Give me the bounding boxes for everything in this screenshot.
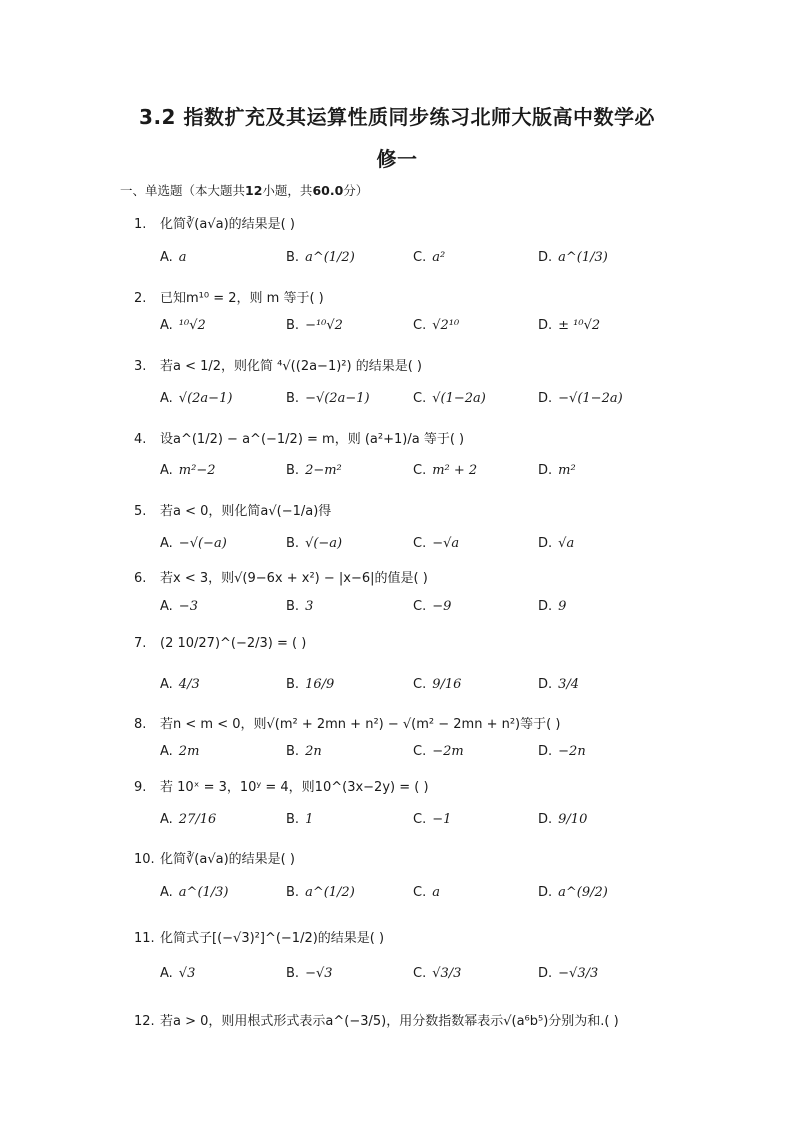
options-8 <box>160 744 660 766</box>
question-2 <box>134 287 324 306</box>
question-stem: 已知m¹⁰ = 2，则 m 等于( ) <box>160 291 324 306</box>
section-count: 12 <box>245 183 263 198</box>
option-a[interactable]: A. a^(1/3) <box>160 885 229 900</box>
options-9 <box>160 812 660 834</box>
section-mid: 小题，共 <box>262 183 313 198</box>
question-stem: 化简∛(a√a)的结果是( ) <box>160 852 295 867</box>
question-stem: 化简式子[(−√3)²]^(−1/2)的结果是( ) <box>160 931 385 946</box>
option-b[interactable]: B. √(−a) <box>286 536 343 551</box>
question-number: 10. <box>134 852 155 867</box>
option-c[interactable]: C. √2¹⁰ <box>413 318 460 333</box>
question-stem: 若a < 0，则化简a√(−1/a)得 <box>160 504 332 519</box>
option-d[interactable]: D. a^(1/3) <box>538 250 608 265</box>
question-6 <box>134 567 428 586</box>
options-2 <box>160 318 660 340</box>
section-suffix: 分） <box>343 183 369 198</box>
question-3 <box>134 355 422 374</box>
option-c[interactable]: C. −9 <box>413 599 452 614</box>
option-b[interactable]: B. −√(2a−1) <box>286 391 370 406</box>
option-c[interactable]: C. 9/16 <box>413 677 462 692</box>
section-prefix: 一、单选题（本大题共 <box>120 183 246 198</box>
option-d[interactable]: D. −√(1−2a) <box>538 391 623 406</box>
option-b[interactable]: B. a^(1/2) <box>286 250 355 265</box>
option-a[interactable]: A. a <box>160 250 187 265</box>
option-d[interactable]: D. −2n <box>538 744 586 759</box>
option-d[interactable]: D. m² <box>538 463 576 478</box>
options-10 <box>160 885 660 907</box>
option-b[interactable]: B. a^(1/2) <box>286 885 355 900</box>
question-7 <box>134 636 306 651</box>
option-a[interactable]: A. √(2a−1) <box>160 391 233 406</box>
question-1 <box>134 213 295 232</box>
option-a[interactable]: A. m²−2 <box>160 463 216 478</box>
section-score: 60.0 <box>312 183 344 198</box>
option-b[interactable]: B. 2−m² <box>286 463 342 478</box>
option-b[interactable]: B. 16/9 <box>286 677 335 692</box>
question-number: 6. <box>134 571 147 586</box>
option-c[interactable]: C. −√a <box>413 536 460 551</box>
option-a[interactable]: A. ¹⁰√2 <box>160 318 206 333</box>
options-3 <box>160 391 660 413</box>
question-number: 11. <box>134 931 155 946</box>
question-8 <box>134 713 560 732</box>
page-title-line-1: 3.2 指数扩充及其运算性质同步练习北师大版高中数学必 <box>139 105 655 129</box>
option-a[interactable]: A. √3 <box>160 966 196 981</box>
option-b[interactable]: B. −√3 <box>286 966 333 981</box>
section-heading <box>120 181 368 199</box>
question-stem: 若a < 1/2，则化简 ⁴√((2a−1)²) 的结果是( ) <box>160 359 422 374</box>
question-12 <box>134 1010 619 1029</box>
option-a[interactable]: A. 4/3 <box>160 677 200 692</box>
question-stem: 若 10ˣ = 3，10ʸ = 4，则10^(3x−2y) = ( ) <box>160 780 429 795</box>
question-4 <box>134 428 464 447</box>
question-stem: 化简∛(a√a)的结果是( ) <box>160 217 295 232</box>
question-stem: 设a^(1/2) − a^(−1/2) = m，则 (a²+1)/a 等于( ) <box>160 432 465 447</box>
option-d[interactable]: D. 3/4 <box>538 677 580 692</box>
option-d[interactable]: D. √a <box>538 536 575 551</box>
option-d[interactable]: D. 9/10 <box>538 812 588 827</box>
option-b[interactable]: B. 3 <box>286 599 314 614</box>
option-c[interactable]: C. m² + 2 <box>413 463 478 478</box>
question-stem: 若n < m < 0，则√(m² + 2mn + n²) − √(m² − 2mn + n²)等于( ) <box>160 717 561 732</box>
question-number: 12. <box>134 1014 155 1029</box>
question-10 <box>134 848 295 867</box>
question-number: 8. <box>134 717 147 732</box>
option-d[interactable]: D. ± ¹⁰√2 <box>538 318 601 333</box>
options-1 <box>160 250 660 272</box>
question-number: 7. <box>134 636 147 651</box>
option-c[interactable]: C. a <box>413 885 440 900</box>
option-c[interactable]: C. −1 <box>413 812 452 827</box>
question-9 <box>134 776 429 795</box>
option-b[interactable]: B. −¹⁰√2 <box>286 318 343 333</box>
question-stem: 若x < 3，则√(9−6x + x²) − |x−6|的值是( ) <box>160 571 428 586</box>
options-7 <box>160 677 660 699</box>
page-title-line-2: 修一 <box>376 147 418 171</box>
option-d[interactable]: D. −√3/3 <box>538 966 599 981</box>
question-number: 1. <box>134 217 147 232</box>
question-number: 4. <box>134 432 147 447</box>
option-a[interactable]: A. −3 <box>160 599 198 614</box>
options-6 <box>160 599 660 621</box>
option-b[interactable]: B. 1 <box>286 812 314 827</box>
options-4 <box>160 463 660 485</box>
question-11 <box>134 927 384 946</box>
options-5 <box>160 536 660 558</box>
option-d[interactable]: D. 9 <box>538 599 567 614</box>
question-stem: 若a > 0，则用根式形式表示a^(−3/5)，用分数指数幂表示√(a⁶b⁵)分别为和.( ) <box>160 1014 619 1029</box>
question-number: 3. <box>134 359 147 374</box>
option-c[interactable]: C. a² <box>413 250 446 265</box>
option-b[interactable]: B. 2n <box>286 744 322 759</box>
option-c[interactable]: C. −2m <box>413 744 464 759</box>
question-stem: (2 10/27)^(−2/3) = ( ) <box>160 636 307 651</box>
option-c[interactable]: C. √3/3 <box>413 966 462 981</box>
question-5 <box>134 500 331 519</box>
option-c[interactable]: C. √(1−2a) <box>413 391 486 406</box>
question-number: 2. <box>134 291 147 306</box>
question-number: 9. <box>134 780 147 795</box>
option-a[interactable]: A. −√(−a) <box>160 536 227 551</box>
option-a[interactable]: A. 2m <box>160 744 200 759</box>
question-number: 5. <box>134 504 147 519</box>
options-11 <box>160 966 660 988</box>
option-a[interactable]: A. 27/16 <box>160 812 217 827</box>
option-d[interactable]: D. a^(9/2) <box>538 885 608 900</box>
